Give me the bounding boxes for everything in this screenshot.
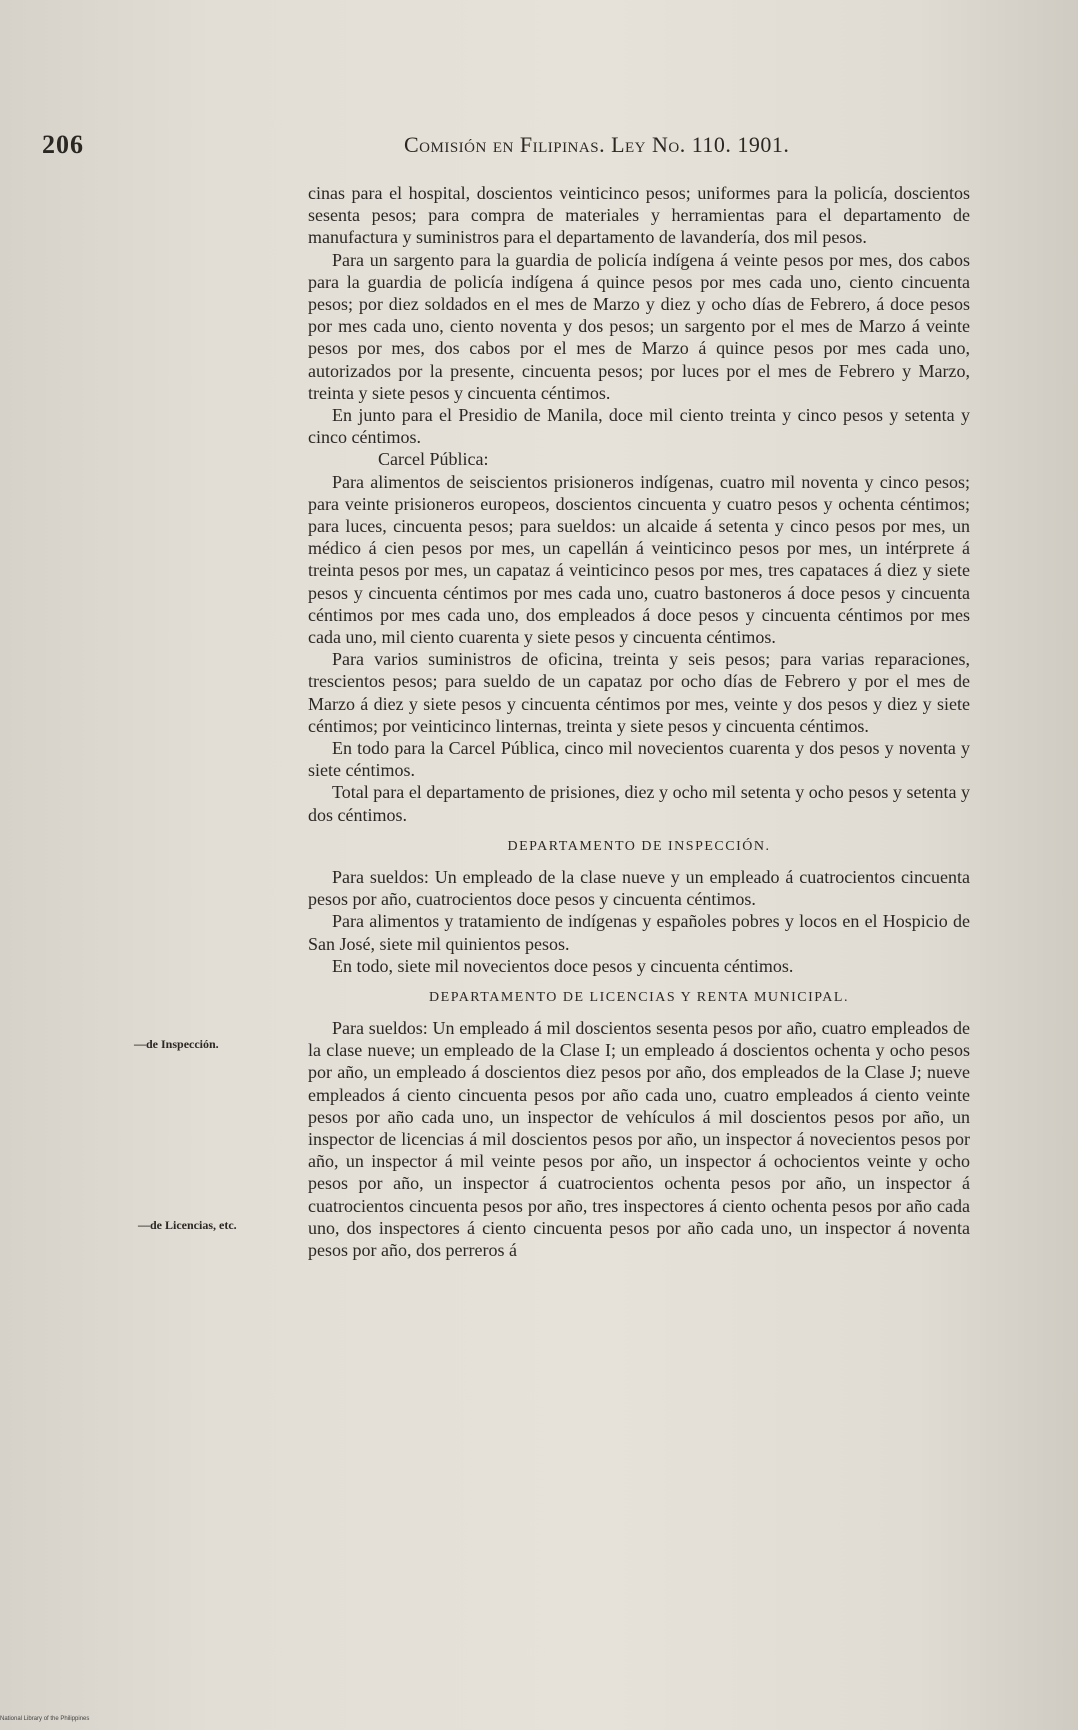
section-heading-inspeccion: DEPARTAMENTO DE INSPECCIÓN.	[507, 838, 771, 854]
body-text	[308, 182, 970, 1261]
paragraph: Para sueldos: Un empleado de la clase nueve y un empleado á cuatrocientos cincuenta pesos por año, cuatrocientos doce pesos y cincuenta céntimos.	[308, 866, 970, 910]
page-number: 206	[42, 130, 84, 159]
section-heading-licencias: DEPARTAMENTO DE LICENCIAS Y RENTA MUNICIPAL.	[429, 989, 849, 1005]
paragraph: En junto para el Presidio de Manila, doce mil ciento treinta y cinco pesos y setenta y cinco céntimos.	[308, 405, 970, 448]
paragraph: Total para el departamento de prisiones, diez y ocho mil setenta y ocho pesos y setenta y dos céntimos.	[308, 782, 970, 825]
page-header	[42, 130, 882, 160]
paragraph: En todo, siete mil novecientos doce pesos y cincuenta céntimos.	[332, 955, 794, 976]
paragraph: cinas para el hospital, doscientos veinticinco pesos; uniformes para la policía, doscientos sesenta pesos; para compra de materiales y herramientas para el departamento de manufactura y suministros para el departamento de lavandería, dos mil pesos.	[308, 183, 970, 248]
paragraph: Para varios suministros de oficina, treinta y seis pesos; para varias reparaciones, trescientos pesos; para sueldo de un capataz por ocho días de Febrero y por el mes de Marzo á diez y siete pesos y cincuenta céntimos por mes, veinte y dos pesos y diez y siete céntimos; por veinticinco linternas, treinta y siete pesos y cincuenta céntimos.	[308, 649, 970, 736]
carcel-subhead: Carcel Pública:	[378, 449, 489, 470]
paragraph: En todo para la Carcel Pública, cinco mil novecientos cuarenta y dos pesos y noventa y siete céntimos.	[308, 738, 970, 781]
paragraph: Para sueldos: Un empleado á mil doscientos sesenta pesos por año, cuatro empleados de la clase nueve; un empleado de la Clase I; un empleado á doscientos ochenta y ocho pesos por año, un empleado á doscientos diez pesos por año, dos empleados de la Clase J; nueve empleados á ciento cincuenta pesos por año cada uno, cuatro empleados á ciento veinte pesos por año cada uno, un inspector de vehículos á mil doscientos pesos por año, un inspector de licencias á mil doscientos pesos por año, un inspector á novecientos pesos por año, un inspector á mil veinte pesos por año, un inspector á ochocientos veinte y ocho pesos por año, un inspector á cuatrocientos ochenta pesos por año, un inspector á cuatrocientos cincuenta pesos por año, tres inspectores á ciento ochenta pesos por año cada uno, dos inspectores á ciento cincuenta pesos por año cada uno, un inspector á noventa pesos por año, dos perreros á	[308, 1017, 970, 1260]
margin-note-inspeccion: —de Inspección.	[134, 1037, 219, 1051]
footer-credit: National Library of the Philippines	[0, 1716, 90, 1722]
paragraph: Para alimentos y tratamiento de indígenas y españoles pobres y locos en el Hospicio de San José, siete mil quinientos pesos.	[308, 911, 970, 954]
running-head: Comisión en Filipinas. Ley No. 110. 1901.	[404, 132, 790, 157]
paragraph: Para alimentos de seiscientos prisioneros indígenas, cuatro mil noventa y cinco pesos; para veinte prisioneros europeos, doscientos cincuenta y cuatro pesos y ochenta céntimos; para luces, cincuenta pesos; para sueldos: un alcaide á setenta y cinco pesos por mes, un médico á cien pesos por mes, un capellán á veinticinco pesos por mes, un intérprete á treinta pesos por mes, un capataz á veinticinco pesos por mes, tres capataces á diez y siete pesos y cincuenta céntimos por mes cada uno, cuatro bastoneros á doce pesos y cincuenta céntimos por mes cada uno, dos empleados á doce pesos y cincuenta céntimos por mes cada uno, mil ciento cuarenta y siete pesos y cincuenta céntimos.	[308, 471, 970, 648]
margin-note-licencias: —de Licencias, etc.	[138, 1218, 237, 1232]
paragraph: Para un sargento para la guardia de policía indígena á veinte pesos por mes, dos cabos para la guardia de policía indígena á quince pesos por mes cada uno, ciento cincuenta pesos; por diez soldados en el mes de Marzo y diez y ocho días de Febrero, á doce pesos por mes cada uno, ciento noventa y dos pesos; un sargento por el mes de Marzo á veinte pesos por mes, dos cabos por el mes de Marzo á quince pesos por mes cada uno, autorizados por la presente, cincuenta pesos; por luces por el mes de Febrero y Marzo, treinta y siete pesos y cincuenta céntimos.	[308, 249, 970, 403]
